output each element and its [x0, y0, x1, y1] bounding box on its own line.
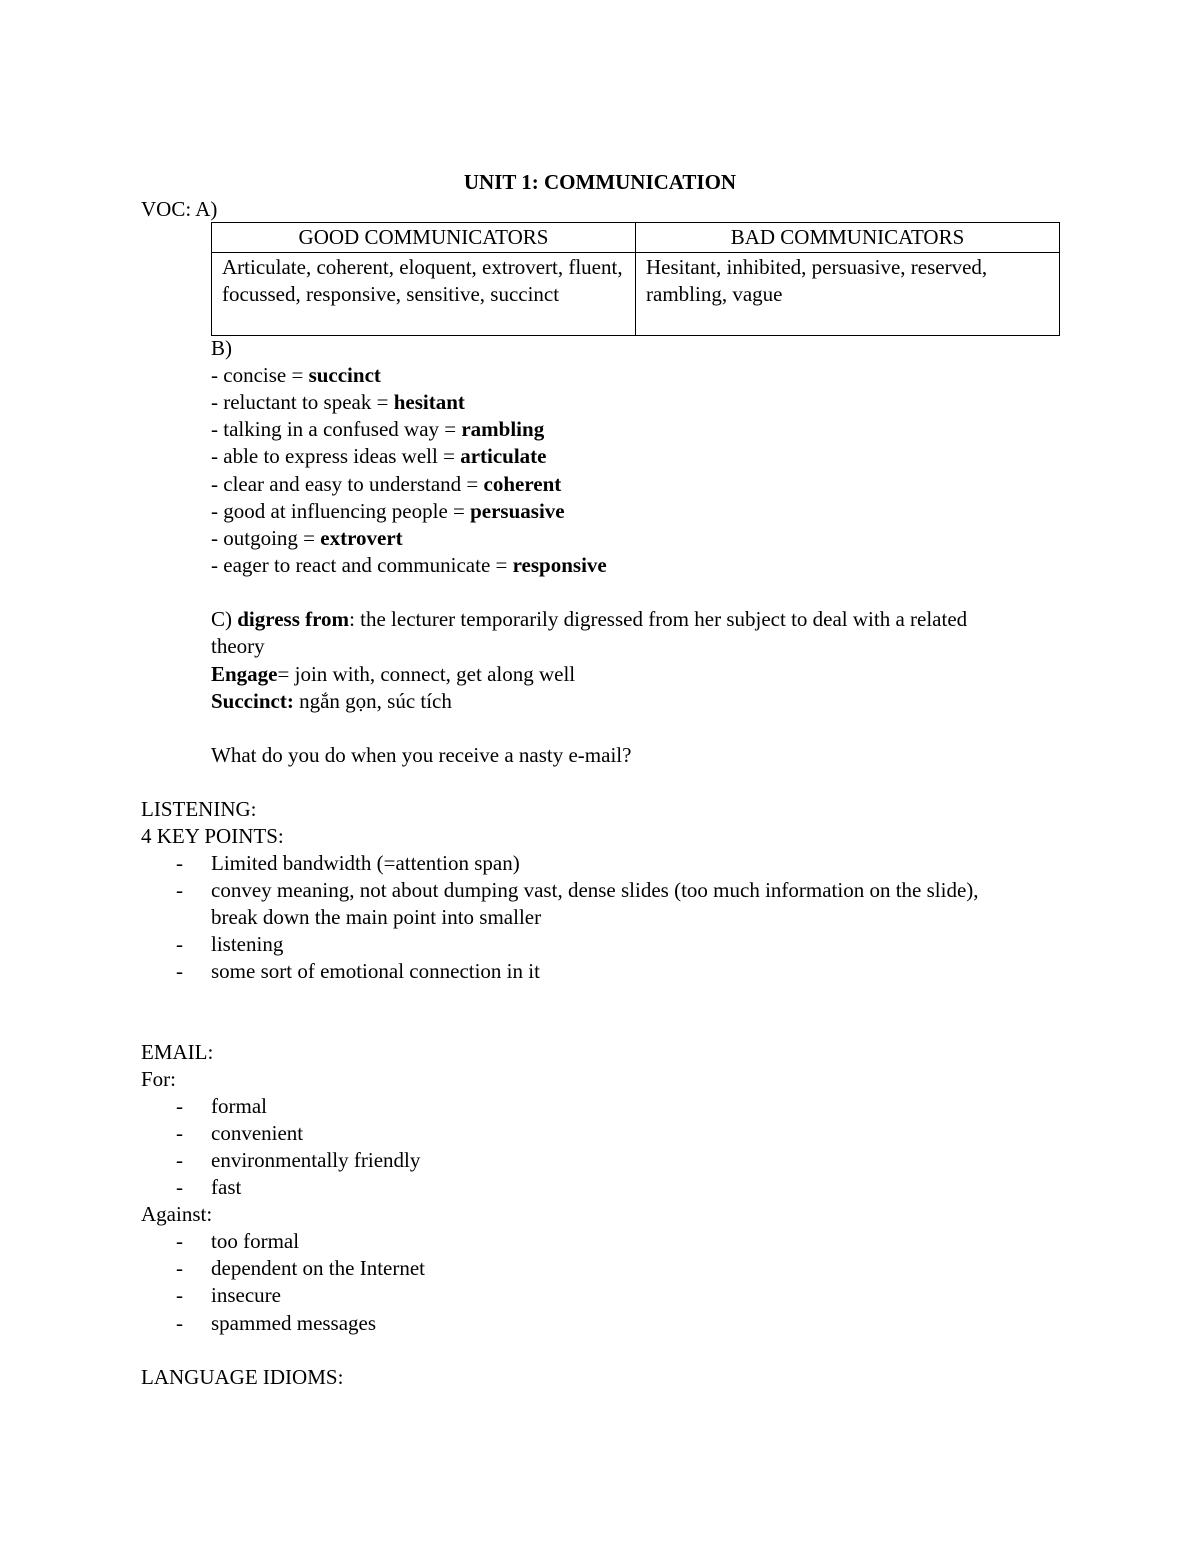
bullet-dash: -	[176, 959, 183, 983]
list-item: convey meaning, not about dumping vast, dense slides (too much information on the slide), break down the main point into smaller	[211, 878, 979, 929]
bullet-dash: -	[176, 851, 183, 875]
email-question: What do you do when you receive a nasty e-mail?	[211, 743, 632, 767]
for-label: For:	[141, 1067, 177, 1091]
digress-definition	[211, 606, 1011, 660]
definition-item	[211, 471, 561, 498]
section-c-prefix: C)	[211, 607, 238, 631]
engage-text: = join with, connect, get along well	[277, 662, 576, 686]
bullet-dash: -	[176, 1256, 183, 1280]
page-title: UNIT 1: COMMUNICATION	[463, 170, 737, 194]
listening-heading: LISTENING:	[141, 797, 257, 821]
list-item: convenient	[211, 1121, 304, 1145]
bad-communicators-cell: Hesitant, inhibited, persuasive, reserved, rambling, vague	[636, 253, 1060, 336]
engage-definition	[211, 661, 575, 688]
list-item: listening	[211, 932, 284, 956]
bullet-dash: -	[176, 1229, 183, 1253]
definition-word: rambling	[461, 417, 545, 441]
definition-text: - talking in a confused way =	[211, 417, 462, 441]
table-header-row	[212, 223, 1060, 253]
definition-word: hesitant	[393, 390, 465, 414]
definition-text: - clear and easy to understand =	[211, 472, 484, 496]
bullet-dash: -	[176, 1283, 183, 1307]
definition-text: - able to express ideas well =	[211, 444, 461, 468]
voc-label: VOC: A)	[141, 197, 218, 221]
list-item: too formal	[211, 1229, 300, 1253]
definition-item	[211, 498, 565, 525]
definition-word: persuasive	[470, 499, 565, 523]
list-item: insecure	[211, 1283, 281, 1307]
good-communicators-cell: Articulate, coherent, eloquent, extrovert, fluent, focussed, responsive, sensitive, succinct	[212, 253, 636, 336]
definition-text: - outgoing =	[211, 526, 321, 550]
definition-text: - eager to react and communicate =	[211, 553, 513, 577]
definition-word: articulate	[460, 444, 547, 468]
list-item: environmentally friendly	[211, 1148, 421, 1172]
bullet-dash: -	[176, 932, 183, 956]
definition-item	[211, 389, 465, 416]
bullet-dash: -	[176, 1175, 183, 1199]
definition-word: coherent	[483, 472, 562, 496]
definition-item	[211, 416, 544, 443]
definition-word: succinct	[308, 363, 381, 387]
digress-text: : the lecturer temporarily digressed from her subject to deal with a related theory	[211, 607, 968, 658]
section-b-label: B)	[211, 336, 232, 360]
succinct-term: Succinct:	[211, 689, 294, 713]
digress-term: digress from	[237, 607, 350, 631]
list-item: Limited bandwidth (=attention span)	[211, 851, 520, 875]
list-item: formal	[211, 1094, 267, 1118]
list-item: some sort of emotional connection in it	[211, 959, 540, 983]
bullet-dash: -	[176, 1148, 183, 1172]
succinct-text: ngắn gọn, súc tích	[293, 689, 452, 713]
definition-text: - reluctant to speak =	[211, 390, 394, 414]
definition-text: - concise =	[211, 363, 309, 387]
definition-text: - good at influencing people =	[211, 499, 471, 523]
list-item: fast	[211, 1175, 242, 1199]
succinct-definition	[211, 688, 452, 715]
idioms-heading: LANGUAGE IDIOMS:	[141, 1365, 344, 1389]
bullet-dash: -	[176, 1121, 183, 1145]
bullet-dash: -	[176, 878, 183, 902]
list-item: dependent on the Internet	[211, 1256, 425, 1280]
list-item: spammed messages	[211, 1311, 377, 1335]
communicators-table	[211, 222, 1060, 336]
definition-word: extrovert	[320, 526, 403, 550]
table-row	[212, 253, 1060, 336]
bullet-dash: -	[176, 1094, 183, 1118]
against-label: Against:	[141, 1202, 213, 1226]
email-heading: EMAIL:	[141, 1040, 214, 1064]
definition-item	[211, 525, 403, 552]
good-communicators-header: GOOD COMMUNICATORS	[212, 223, 636, 253]
bad-communicators-header: BAD COMMUNICATORS	[636, 223, 1060, 253]
key-points-heading: 4 KEY POINTS:	[141, 824, 284, 848]
definition-item	[211, 443, 546, 470]
definition-item	[211, 552, 607, 579]
bullet-dash: -	[176, 1311, 183, 1335]
definition-word: responsive	[512, 553, 607, 577]
definition-item	[211, 362, 381, 389]
engage-term: Engage	[211, 662, 278, 686]
